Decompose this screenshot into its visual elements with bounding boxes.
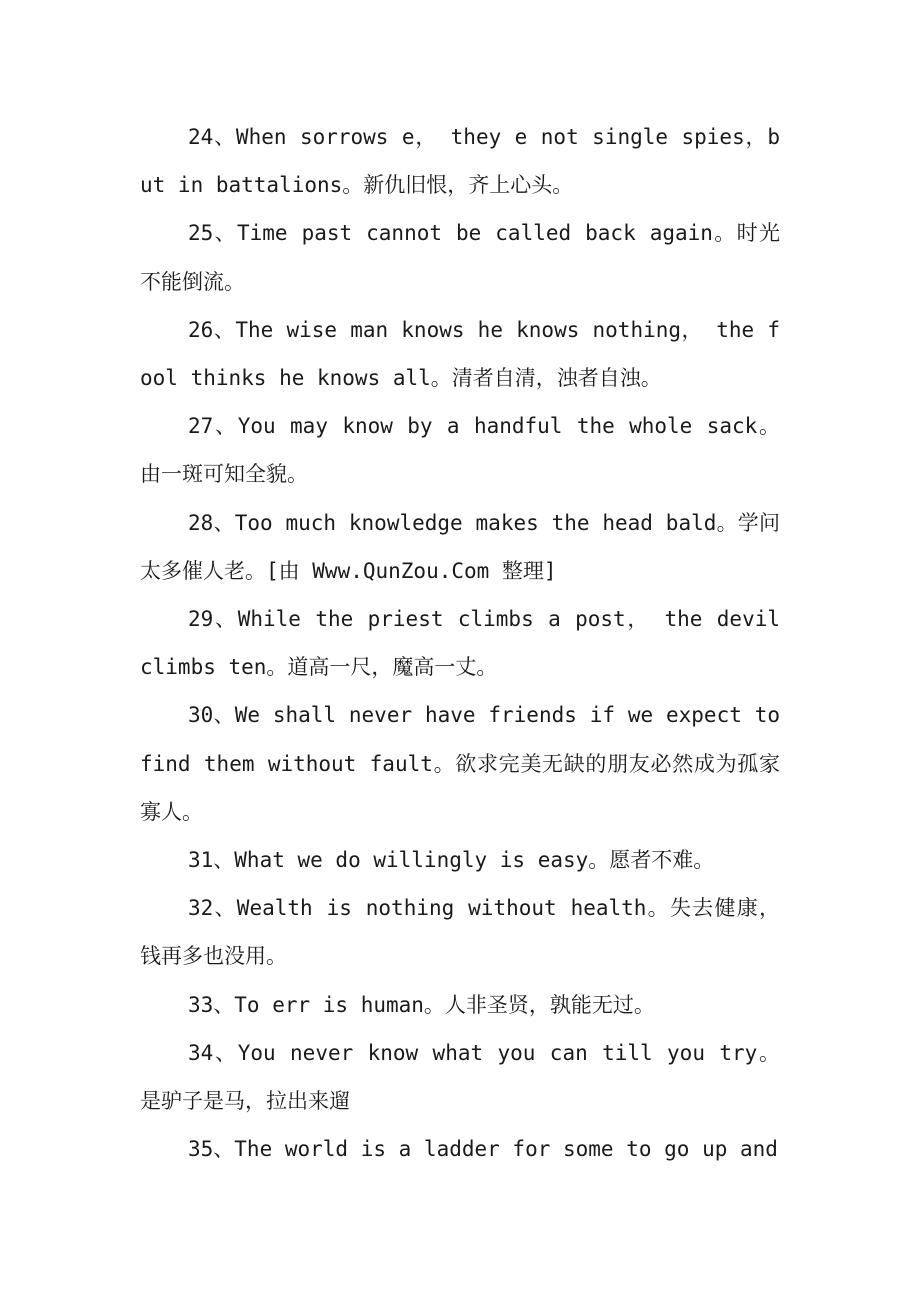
proverb-33: 33、To err is human。人非圣贤，孰能无过。 xyxy=(188,992,655,1017)
proverb-29: 29、While the priest climbs a post， the devil climbs ten。道高一尺，魔高一丈。 xyxy=(140,607,780,680)
proverb-30: 30、We shall never have friends if we expect to find them without fault。欲求完美无缺的朋友必然成为孤家寡人。 xyxy=(140,703,780,824)
proverb-35: 35、The world is a ladder for some to go up and xyxy=(188,1137,778,1162)
proverb-34: 34、You never know what you can till you try。是驴子是马，拉出来遛 xyxy=(140,1040,780,1114)
proverb-28: 28、Too much knowledge makes the head bald。学问太多催人老。[由 Www.QunZou.Com 整理] xyxy=(140,510,780,583)
proverb-25: 25、Time past cannot be called back again。时光不能倒流。 xyxy=(140,221,780,294)
proverb-32: 32、Wealth is nothing without health。失去健康，钱再多也没用。 xyxy=(140,896,780,969)
document-page xyxy=(140,113,780,1173)
proverb-26: 26、The wise man knows he knows nothing， the fool thinks he knows all。清者自清，浊者自浊。 xyxy=(140,317,780,391)
proverb-27: 27、You may know by a handful the whole sack。由一斑可知全貌。 xyxy=(140,414,780,487)
proverb-24: 24、When sorrows e， they e not single spies，but in battalions。新仇旧恨，齐上心头。 xyxy=(140,125,780,198)
proverb-31: 31、What we do willingly is easy。愿者不难。 xyxy=(188,848,715,873)
